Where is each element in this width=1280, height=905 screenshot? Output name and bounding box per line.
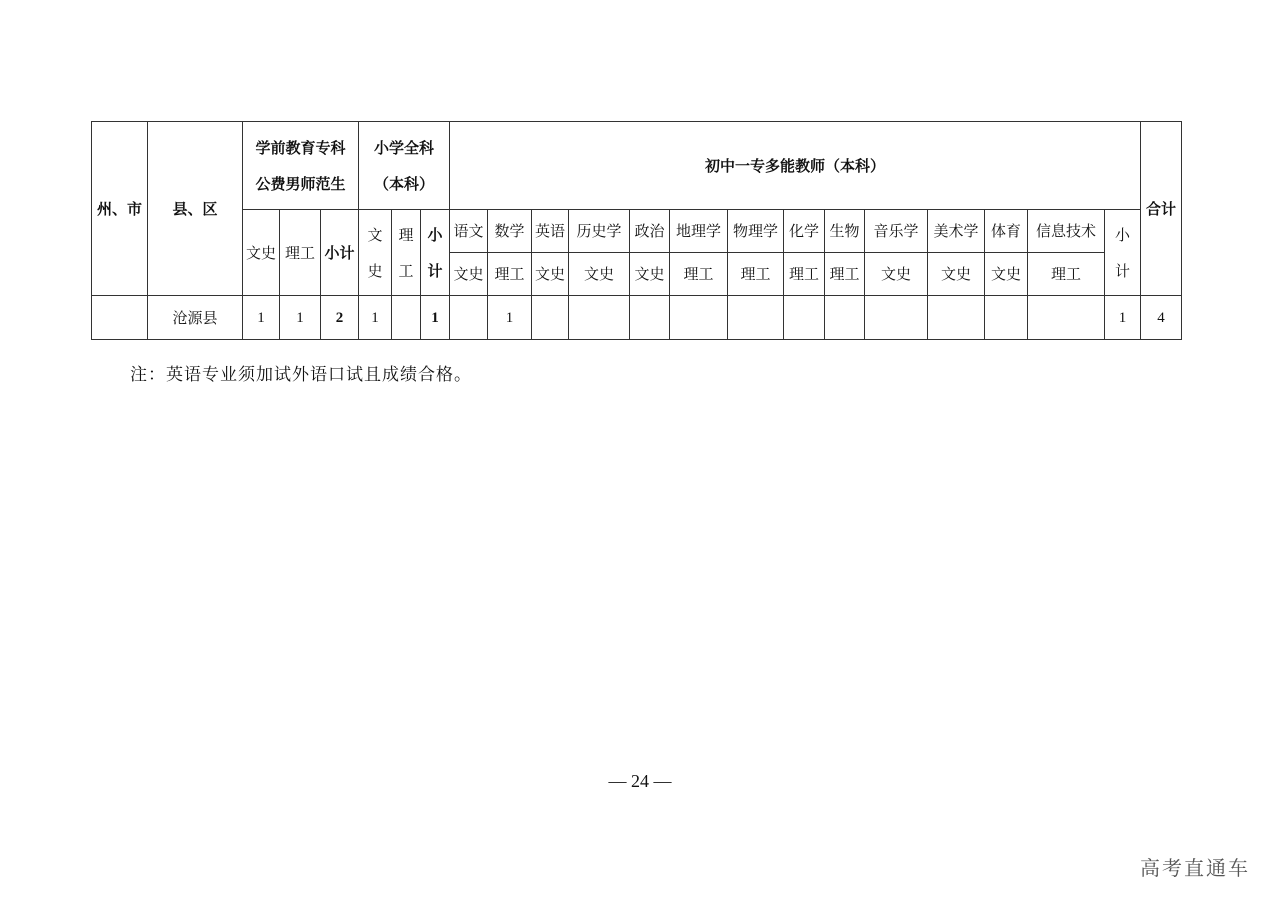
row-region: [92, 296, 148, 340]
preschool-col-science: 理工: [280, 210, 321, 296]
page-number: — 24 —: [608, 771, 672, 791]
track-pe: 文史: [985, 253, 1028, 296]
row-junior-biology: [825, 296, 865, 340]
preschool-header-line1: 学前教育专科: [255, 138, 346, 157]
row-junior-english: [532, 296, 569, 340]
row-junior-physics: [728, 296, 784, 340]
track-biology: 理工: [825, 253, 865, 296]
primary-col-arts-char1: 文: [367, 225, 383, 244]
row-primary-arts: 1: [359, 296, 392, 340]
junior-header: 初中一专多能教师（本科）: [450, 122, 1141, 210]
row-primary-science: [392, 296, 421, 340]
row-junior-math: 1: [488, 296, 532, 340]
row-preschool-arts: 1: [243, 296, 280, 340]
primary-col-arts: [359, 210, 392, 296]
row-junior-chinese: [450, 296, 488, 340]
row-junior-subtotal: 1: [1105, 296, 1141, 340]
subject-politics: 政治: [630, 210, 670, 253]
primary-header-line2: （本科）: [373, 174, 434, 193]
row-primary-subtotal: 1: [421, 296, 450, 340]
table-row: [92, 296, 1182, 340]
junior-col-subtotal: [1105, 210, 1141, 296]
subject-it: 信息技术: [1028, 210, 1105, 253]
primary-col-subtotal-char2: 计: [427, 261, 443, 280]
subject-physics: 物理学: [728, 210, 784, 253]
quota-table: [91, 121, 1182, 340]
total-header: 合计: [1141, 122, 1182, 296]
track-politics: 文史: [630, 253, 670, 296]
junior-col-subtotal-char1: 小: [1114, 225, 1130, 244]
row-county: 沧源县: [148, 296, 243, 340]
subject-pe: 体育: [985, 210, 1028, 253]
row-junior-pe: [985, 296, 1028, 340]
row-preschool-subtotal: 2: [321, 296, 359, 340]
subject-chemistry: 化学: [784, 210, 825, 253]
track-it: 理工: [1028, 253, 1105, 296]
region-header: 州、市: [92, 122, 148, 296]
county-header: 县、区: [148, 122, 243, 296]
primary-col-science: [392, 210, 421, 296]
subject-math: 数学: [488, 210, 532, 253]
row-junior-geography: [670, 296, 728, 340]
primary-col-science-char2: 工: [398, 261, 414, 280]
row-total: 4: [1141, 296, 1182, 340]
subject-english: 英语: [532, 210, 569, 253]
table-note: 注：英语专业须加试外语口试且成绩合格。: [130, 365, 472, 385]
row-junior-politics: [630, 296, 670, 340]
track-history: 文史: [569, 253, 630, 296]
row-preschool-science: 1: [280, 296, 321, 340]
primary-col-subtotal: [421, 210, 450, 296]
track-physics: 理工: [728, 253, 784, 296]
subject-biology: 生物: [825, 210, 865, 253]
track-chinese: 文史: [450, 253, 488, 296]
header-row-1: [92, 122, 1182, 210]
row-junior-history: [569, 296, 630, 340]
preschool-col-arts: 文史: [243, 210, 280, 296]
primary-col-arts-char2: 史: [367, 261, 383, 280]
row-junior-chemistry: [784, 296, 825, 340]
primary-header-line1: 小学全科: [373, 138, 434, 157]
track-fine-arts: 文史: [928, 253, 985, 296]
track-english: 文史: [532, 253, 569, 296]
preschool-header-line2: 公费男师范生: [255, 174, 346, 193]
track-chemistry: 理工: [784, 253, 825, 296]
subject-chinese: 语文: [450, 210, 488, 253]
junior-col-subtotal-char2: 计: [1114, 261, 1130, 280]
preschool-header: [243, 122, 359, 210]
track-music: 文史: [865, 253, 928, 296]
header-row-2: [92, 210, 1182, 253]
watermark: 高考直通车: [1140, 856, 1250, 880]
row-junior-music: [865, 296, 928, 340]
subject-music: 音乐学: [865, 210, 928, 253]
preschool-col-subtotal: 小计: [321, 210, 359, 296]
subject-geography: 地理学: [670, 210, 728, 253]
primary-header: [359, 122, 450, 210]
track-geography: 理工: [670, 253, 728, 296]
primary-col-science-char1: 理: [398, 225, 414, 244]
primary-col-subtotal-char1: 小: [427, 225, 443, 244]
row-junior-fine-arts: [928, 296, 985, 340]
track-math: 理工: [488, 253, 532, 296]
subject-fine-arts: 美术学: [928, 210, 985, 253]
row-junior-it: [1028, 296, 1105, 340]
subject-history: 历史学: [569, 210, 630, 253]
